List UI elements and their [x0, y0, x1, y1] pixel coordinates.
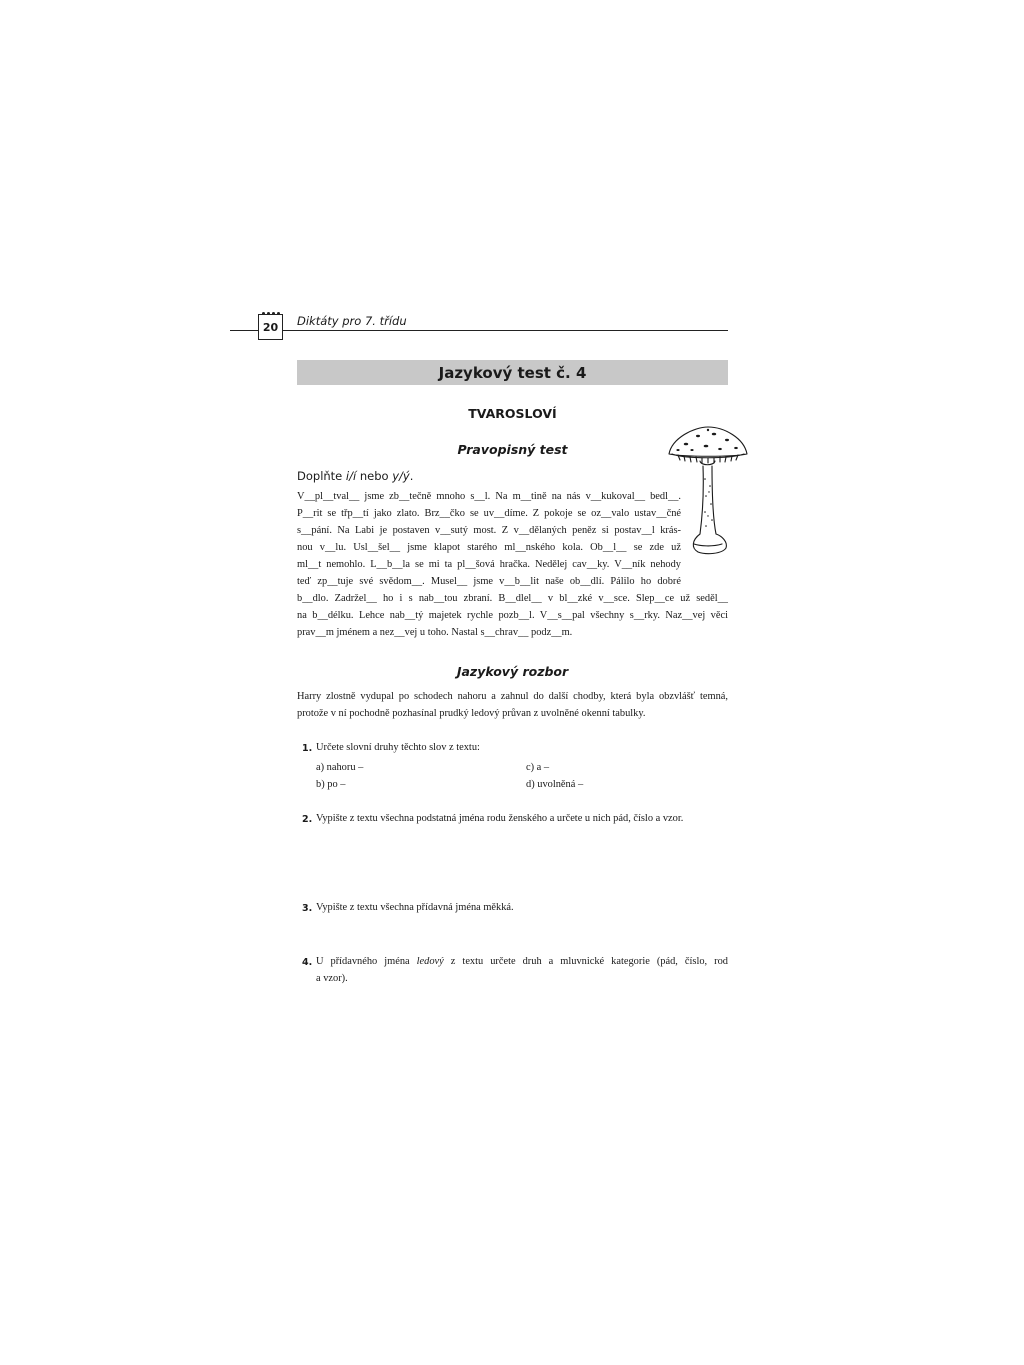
question-number: 4.	[302, 957, 313, 968]
question-line	[316, 953, 728, 970]
page-number-badge	[258, 314, 283, 340]
answer-option: a) nahoru –	[316, 762, 364, 773]
header-rule	[283, 330, 728, 331]
spelling-instruction	[297, 469, 413, 483]
dictation-line: teď zp__tuje své svědom__. Musel__ jsme v__b__lit naše ob__dlí. Pálilo ho dobré	[297, 576, 681, 587]
question-line: a vzor).	[316, 973, 348, 984]
instruction-text: .	[409, 469, 414, 483]
instruction-option-y: y/ý	[392, 469, 410, 483]
analysis-text: protože v ní pochodně pozhasínal prudký ledový průvan z uvolněné okenní tabulky.	[297, 708, 646, 719]
binder-ring-icon	[277, 312, 280, 315]
dictation-line: V__pl__tval__ jsme zb__tečně mnoho s__l. Na m__tině na nás v__kukoval__ bedl__.	[297, 491, 681, 502]
page-number: 20	[262, 321, 279, 334]
analysis-text: Harry zlostně vydupal po schodech nahoru a zahnul do další chodby, která byla obzvlášť temná,	[297, 691, 728, 702]
question-text: Vypište z textu všechna podstatná jména rodu ženského a určete u nich pád, číslo a vzor.	[316, 813, 684, 824]
question-text: Určete slovní druhy těchto slov z textu:	[316, 742, 480, 753]
question-keyword: ledový	[416, 956, 444, 967]
binder-ring-icon	[267, 312, 270, 315]
analysis-heading: Jazykový rozbor	[456, 664, 569, 679]
dictation-line: na b__délku. Lehce nab__tý majetek rychle pozb__l. V__s__pal všechny s__rky. Naz__vej věci	[297, 610, 728, 621]
dictation-line: ml__t nemohlo. L__b__la se mi ta pl__šová hračka. Nedělej cav__ky. V__ník nehody	[297, 559, 681, 570]
question-number: 2.	[302, 814, 313, 825]
binder-ring-icon	[262, 312, 265, 315]
section-heading: TVAROSLOVÍ	[468, 406, 557, 421]
question-text: Vypište z textu všechna přídavná jména měkká.	[316, 902, 514, 913]
running-title: Diktáty pro 7. třídu	[297, 314, 407, 328]
instruction-option-i: i/í	[345, 469, 357, 483]
dictation-line: P__rit se třp__tí jako zlato. Brz__čko se uv__díme. Z pokoje se oz__valo ustav__čné	[297, 508, 681, 519]
question-number: 1.	[302, 743, 313, 754]
binder-ring-icon	[272, 312, 275, 315]
mushroom-illustration	[664, 424, 750, 556]
question-text-part: z textu určete druh a mluvnické kategorie (pád, číslo, rod	[443, 956, 728, 967]
answer-option: c) a –	[526, 762, 550, 773]
header-rule-left	[230, 330, 258, 331]
dictation-line: prav__m jménem a nez__vej u toho. Nastal s__chrav__ podz__m.	[297, 627, 573, 638]
test-title: Jazykový test č. 4	[297, 360, 728, 385]
dictation-line: s__pání. Na Labi je postaven v__sutý most. Z v__dělaných peněz si postav__l krás-	[297, 525, 681, 536]
dictation-line: b__dlo. Zadržel__ ho i s nab__tou zbraní. B__dlel__ v bl__zké v__sce. Slep__ce už seděl__	[297, 593, 728, 604]
instruction-text: nebo	[356, 469, 393, 483]
answer-option: d) uvolněná –	[526, 779, 584, 790]
instruction-text: Doplňte	[297, 469, 346, 483]
dictation-line: nou v__lu. Usl__šel__ jsme klapot starého ml__nského kola. Ob__l__ se zde už	[297, 542, 681, 553]
answer-option: b) po –	[316, 779, 346, 790]
question-text-part: U přídavného jména	[316, 956, 417, 967]
spelling-test-heading: Pravopisný test	[457, 442, 568, 457]
question-number: 3.	[302, 903, 313, 914]
question-text	[316, 953, 728, 987]
